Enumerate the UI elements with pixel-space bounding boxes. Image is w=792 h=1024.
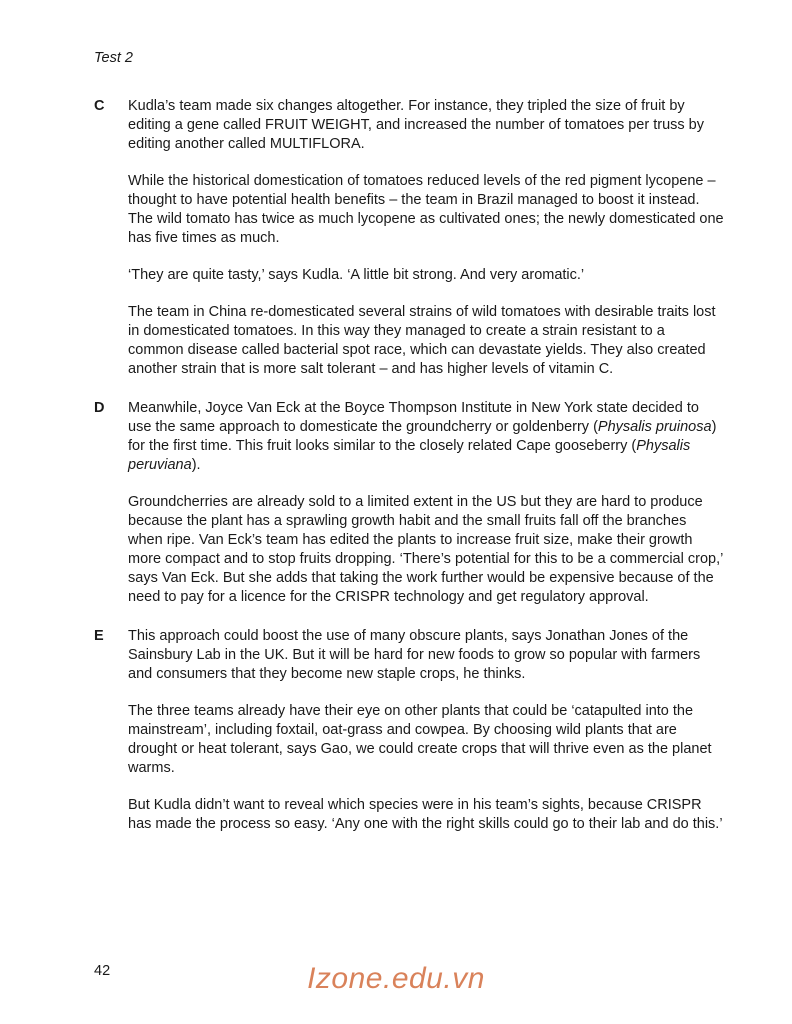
paragraph: ‘They are quite tasty,’ says Kudla. ‘A little bit strong. And very aromatic.’: [128, 267, 585, 283]
paragraph: The three teams already have their eye on other plants that could be ‘catapulted into the mainstream’, including foxtail, oat-grass and cowpea. By choosing wild plants that are drought or heat tolerant, says Gao, we could create crops that will thrive even as the planet warms.: [128, 703, 712, 776]
page-number: 42: [94, 963, 111, 979]
watermark: Izone.edu.vn: [307, 962, 485, 995]
italic-species-name: Physalis peruviana: [128, 438, 691, 473]
paragraph: [128, 399, 724, 475]
italic-species-name: Physalis pruinosa: [597, 419, 712, 435]
paragraph: The team in China re-domesticated several strains of wild tomatoes with desirable traits lost in domesticated tomatoes. In this way they managed to create a strain resistant to a common disease called bacterial spot race, which can devastate yields. They also created another strain that is more salt tolerant – and has higher levels of vitamin C.: [128, 304, 716, 377]
paragraph: But Kudla didn’t want to reveal which species were in his team’s sights, because CRISPR has made the process so easy. ‘Any one with the right skills could go to their lab and do this.’: [128, 797, 723, 832]
text-run: ) for the first time. This fruit looks similar to the closely related Cape gooseberry (: [128, 419, 717, 454]
text-run: Meanwhile, Joyce Van Eck at the Boyce Thompson Institute in New York state decided to use the same approach to domesticate the groundcherry or goldenberry (: [128, 400, 699, 435]
section-letter-d: D: [94, 400, 105, 416]
section-letter-c: C: [94, 98, 105, 114]
paragraph: Groundcherries are already sold to a limited extent in the US but they are hard to produce because the plant has a sprawling growth habit and the small fruits fall off the branches when ripe. Van Eck’s team has edited the plants to increase fruit size, make their growth more compact and to stop fruits dropping. ‘There’s potential for this to be a commercial crop,’ says Van Eck. But she adds that taking the work further would be expensive because of the need to pay for a licence for the CRISPR technology and get regulatory approval.: [128, 494, 723, 605]
running-header: Test 2: [94, 50, 133, 66]
paragraph: This approach could boost the use of many obscure plants, says Jonathan Jones of the Sainsbury Lab in the UK. But it will be hard for new foods to grow so popular with farmers and consumers that they become new staple crops, he thinks.: [128, 628, 701, 682]
text-run: ).: [191, 457, 201, 473]
paragraph: Kudla’s team made six changes altogether. For instance, they tripled the size of fruit by editing a gene called FRUIT WEIGHT, and increased the number of tomatoes per truss by editing another called MULTIFLORA.: [128, 98, 704, 152]
article-body: [94, 97, 724, 854]
section-c: [94, 97, 724, 379]
section-letter-e: E: [94, 628, 104, 644]
paragraph: While the historical domestication of tomatoes reduced levels of the red pigment lycopene – thought to have potential health benefits – the team in Brazil managed to boost it instead. The wild tomato has twice as much lycopene as cultivated ones; the newly domesticated one has five times as much.: [128, 173, 724, 246]
section-e: [94, 627, 724, 834]
section-d: [94, 399, 724, 607]
